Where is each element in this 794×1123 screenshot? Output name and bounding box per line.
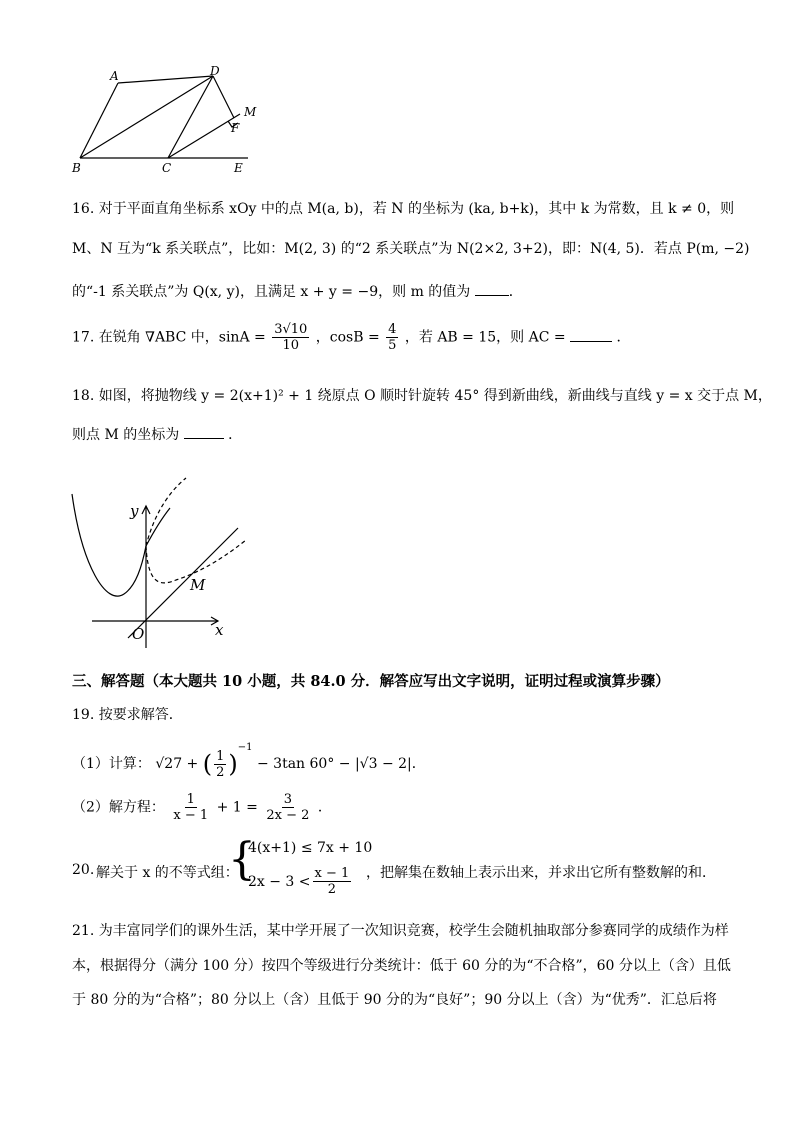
q20-ineq2-numerator: x − 1 <box>314 866 350 881</box>
q20-ineq1: 4(x+1) ≤ 7x + 10 <box>248 840 373 856</box>
segment-cm <box>168 114 240 158</box>
q21-line2 <box>72 955 731 975</box>
q21-text-1: 为丰富同学们的课外生活，某中学开展了一次知识竞赛，校学生会随机抽取部分参赛同学的成绩作为样 <box>98 923 729 939</box>
label-e: E <box>234 161 243 175</box>
fig2-label-o: O <box>132 625 145 643</box>
label-m: M <box>244 105 257 119</box>
fig2-label-y: y <box>130 502 139 520</box>
q20-ineq2 <box>248 866 353 897</box>
q19-part2-mid: + 1 = <box>216 799 258 816</box>
q19-part2-label: （2）解方程： <box>72 799 165 816</box>
q17-end: ． <box>616 329 631 346</box>
q19-half-numerator: 1 <box>216 748 225 764</box>
q16-number: 16. <box>72 201 95 217</box>
q20-ineq2-left: 2x − 3 < <box>248 873 311 890</box>
q20-post: ，把解集在数轴上表示出来，并求出它所有整数解的和． <box>366 865 716 881</box>
q16-answer-blank[interactable] <box>475 281 509 296</box>
q19-frac2 <box>264 792 311 823</box>
q16-end: ． <box>508 284 523 300</box>
q16-text-3: 的“-1 系关联点”为 Q(x, y)，且满足 x + y = −9，则 m 的值为 <box>72 284 471 300</box>
segment-ad <box>118 76 213 83</box>
q18-end: ． <box>228 427 243 443</box>
q19-frac2-numerator: 3 <box>283 792 292 807</box>
q19-text: 按要求解答． <box>98 707 183 723</box>
q21-text-2: 本，根据得分（满分 100 分）按四个等级进行分类统计：低于 60 分的为“不合格”，60 分以上（含）且低 <box>72 958 731 974</box>
q16-text-2: M、N 互为“k 系关联点”，比如：M(2, 3) 的“2 系关联点”为 N(2×2, 3+2)，即：N(4, 5)．若点 P(m, −2) <box>72 241 750 257</box>
q17-sin-denominator: 10 <box>282 338 300 353</box>
q17-cos-denominator: 5 <box>388 338 397 353</box>
q20-number: 20. <box>72 862 95 878</box>
q16-line3 <box>72 281 523 301</box>
q19-frac1-denominator: x − 1 <box>173 808 209 823</box>
q19-line <box>72 704 183 724</box>
q17-post: ，若 AB = 15，则 AC = <box>404 329 566 346</box>
q17-answer-blank[interactable] <box>570 327 612 342</box>
fig2-label-m: M <box>190 576 206 594</box>
q19-frac2-denominator: 2x − 2 <box>266 808 310 823</box>
label-b: B <box>72 161 81 175</box>
q16-line2 <box>72 238 750 258</box>
q19-exponent: −1 <box>237 742 253 753</box>
fig2-label-x: x <box>215 621 224 639</box>
q20-pre: 解关于 x 的不等式组： <box>96 865 239 881</box>
q19-number: 19. <box>72 707 95 723</box>
segment-df <box>213 76 234 118</box>
q19-half-denominator: 2 <box>216 764 225 780</box>
q19-part1-expr-b: − 3tan 60° − |√3 − 2|． <box>256 756 426 772</box>
q21-text-3: 于 80 分的为“合格”；80 分以上（含）且低于 90 分的为“良好”；90 分以上（含）为“优秀”．汇总后将 <box>72 992 717 1008</box>
section-3-heading: 三、解答题（本大题共 10 小题，共 84.0 分．解答应写出文字说明，证明过程或演算步骤） <box>72 673 670 690</box>
q20-ineq2-denominator: 2 <box>327 882 337 897</box>
q18-text-2: 则点 M 的坐标为 <box>72 427 180 443</box>
q17-sin-numerator: 3√10 <box>274 322 308 337</box>
q18-line1 <box>72 385 772 405</box>
q20-brace: { <box>228 834 256 885</box>
q19-part2-end: ． <box>317 799 332 816</box>
label-c: C <box>162 161 172 175</box>
q21-line3 <box>72 989 717 1009</box>
segment-bd <box>80 76 213 158</box>
q17-pre: 在锐角 ∇ABC 中，sinA = <box>98 329 266 346</box>
parallelogram-figure <box>68 66 268 178</box>
q19-part1-expr-a: √27 + <box>155 756 199 772</box>
q18-answer-blank[interactable] <box>184 424 224 439</box>
q19-frac1-numerator: 1 <box>186 792 195 807</box>
q17-sin-fraction <box>272 322 309 353</box>
q19-half-fraction <box>214 749 226 780</box>
q19-part2 <box>72 792 332 823</box>
segment-dc <box>168 76 213 158</box>
q21-line1 <box>72 920 729 940</box>
q17-mid: ，cosB = <box>315 329 380 346</box>
q20-ineq2-fraction <box>313 866 352 897</box>
q17-cos-fraction <box>386 322 398 353</box>
q16-text-1: 对于平面直角坐标系 xOy 中的点 M(a, b)，若 N 的坐标为 (ka, b+k)，其中 k 为常数，且 k ≠ 0，则 <box>98 201 735 217</box>
q19-frac1 <box>171 792 210 823</box>
q17-cos-numerator: 4 <box>388 322 397 337</box>
q19-part1: （1）计算： √27 + ( $\frac{1}{2}$ )$^{-1}$ − 3tan 60° − |√3 − 2|． <box>72 742 426 780</box>
q18-line2 <box>72 424 242 444</box>
q18-text-1: 如图，将抛物线 y = 2(x+1)² + 1 绕原点 O 顺时针旋转 45° 得到新曲线，新曲线与直线 y = x 交于点 M， <box>98 388 772 404</box>
rotated-curve-dashed <box>146 478 246 583</box>
parabola-figure <box>66 476 256 656</box>
q16-line1 <box>72 198 734 218</box>
q17-number: 17. <box>72 329 95 346</box>
q18-number: 18. <box>72 388 95 404</box>
q21-number: 21. <box>72 923 95 939</box>
label-a: A <box>110 69 119 83</box>
label-d: D <box>210 66 220 78</box>
label-f: F <box>231 121 240 135</box>
q17-line <box>72 322 631 353</box>
q19-part1-label: （1）计算： <box>72 756 151 772</box>
